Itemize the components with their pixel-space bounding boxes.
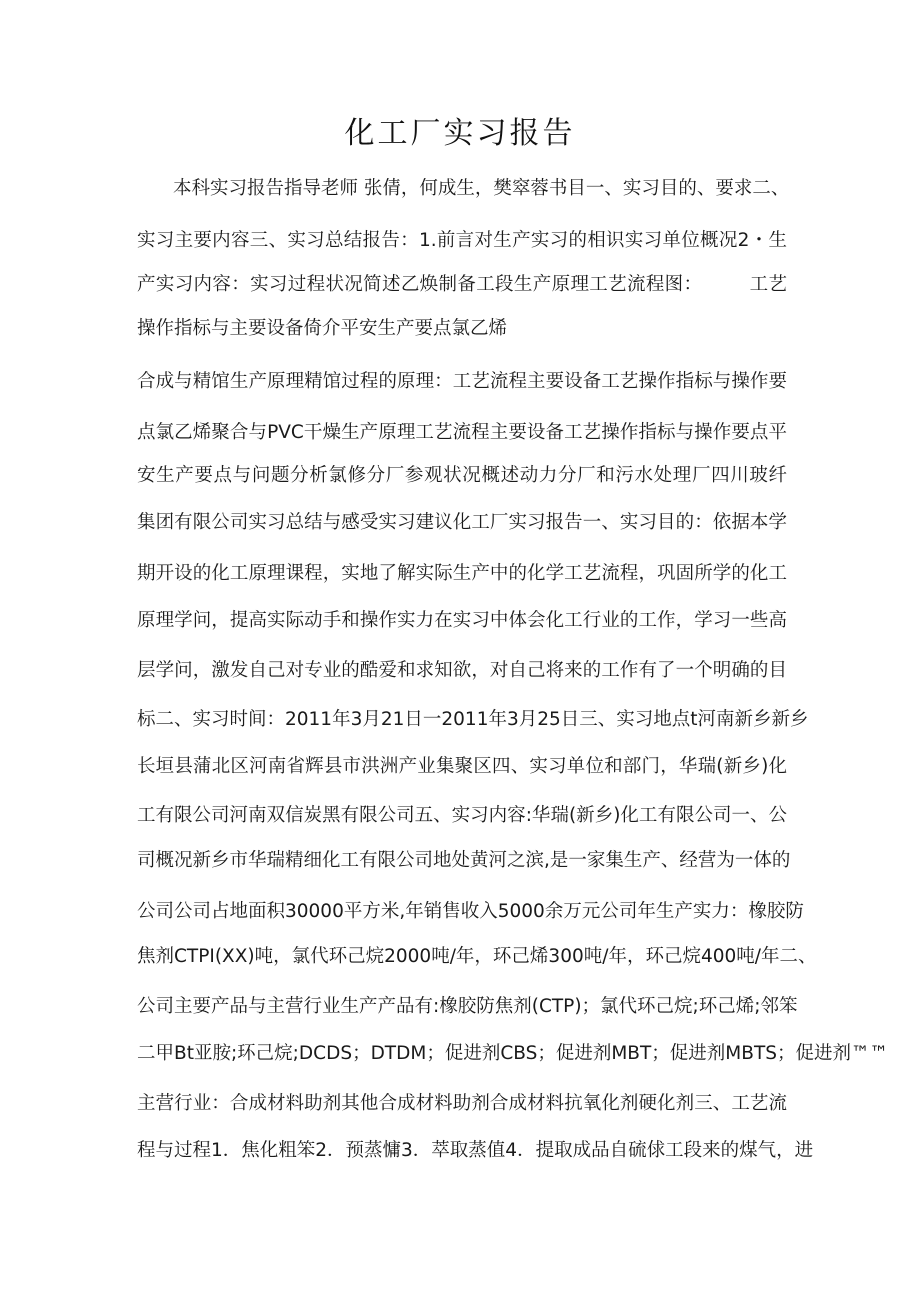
body-line-4: 操作指标与主要设备倚介平安生产要点氯乙烯 <box>137 318 508 339</box>
body-line-2: 实习主要内容三、实习总结报告：1.前言对生产实习的相识实习单位概况2・生 <box>137 230 787 251</box>
body-line-5: 合成与精馆生产原理精馆过程的原理：工艺流程主要设备工艺操作指标与操作要 <box>137 371 787 392</box>
body-line-17: 焦剂CTPI(XX)吨，氯代环己烷2000吨/年，环己烯300吨/年，环己烷400吨/年二、 <box>137 946 817 967</box>
body-line-7: 安生产要点与问题分析氯修分厂参观状况概述动力分厂和污水处理厂四川玻纤 <box>137 465 787 486</box>
body-line-21: 程与过程1．焦化粗笨2．预蒸慵3．萃取蒸值4．提取成品自硫俅工段来的煤气，进 <box>137 1140 814 1161</box>
body-line-12: 标二、实习时间：2011年3月21日一2011年3月25日三、实习地点t河南新乡新乡 <box>137 709 809 730</box>
body-line-9: 期开设的化工原理课程，实地了解实际生产中的化学工艺流程，巩固所学的化工 <box>137 563 787 584</box>
body-line-3: 产实习内容：实习过程状况简述乙焕制备工段生产原理工艺流程图： 工艺 <box>137 274 787 295</box>
body-line-20: 主营行业：合成材料助剂其他合成材料助剂合成材料抗氧化剂硬化剂三、工艺流 <box>137 1093 787 1114</box>
body-line-11: 层学问，激发自己对专业的酷爱和求知欲，对自己将来的工作有了一个明确的目 <box>137 660 787 681</box>
page-title: 化工厂实习报告 <box>344 116 576 151</box>
body-line-1: 本科实习报告指导老师 张倩，何成生，樊窣蓉书目一、实习目的、要求二、 <box>173 178 790 199</box>
body-line-16: 公司公司占地面积30000平方米,年销售收入5000余万元公司年生产实力：橡胶防 <box>137 901 804 922</box>
body-line-14: 工有限公司河南双信炭黑有限公司五、实习内容:华瑞(新乡)化工有限公司一、公 <box>137 805 787 826</box>
body-line-19: 二甲Bt亚胺;环己烷;DCDS；DTDM；促进剂CBS；促进剂MBT；促进剂MBTS；促进剂™™ <box>137 1043 888 1064</box>
body-line-10: 原理学问，提高实际动手和操作实力在实习中体会化工行业的工作，学习一些高 <box>137 610 787 631</box>
body-line-18: 公司主要产品与主营行业生产产品有:橡胶防焦剂(CTP)；氯代环己烷;环己烯;邻笨 <box>137 996 798 1017</box>
body-line-8: 集团有限公司实习总结与感受实习建议化工厂实习报告一、实习目的：依据本学 <box>137 512 787 533</box>
body-line-13: 长垣县蒲北区河南省辉县市洪洲产业集聚区四、实习单位和部门，华瑞(新乡)化 <box>137 756 787 777</box>
body-line-15: 司概况新乡市华瑞精细化工有限公司地处黄河之滨,是一家集生产、经营为一体的 <box>137 850 791 871</box>
body-line-6: 点氯乙烯聚合与PVC干燥生产原理工艺流程主要设备工艺操作指标与操作要点平 <box>137 422 787 443</box>
